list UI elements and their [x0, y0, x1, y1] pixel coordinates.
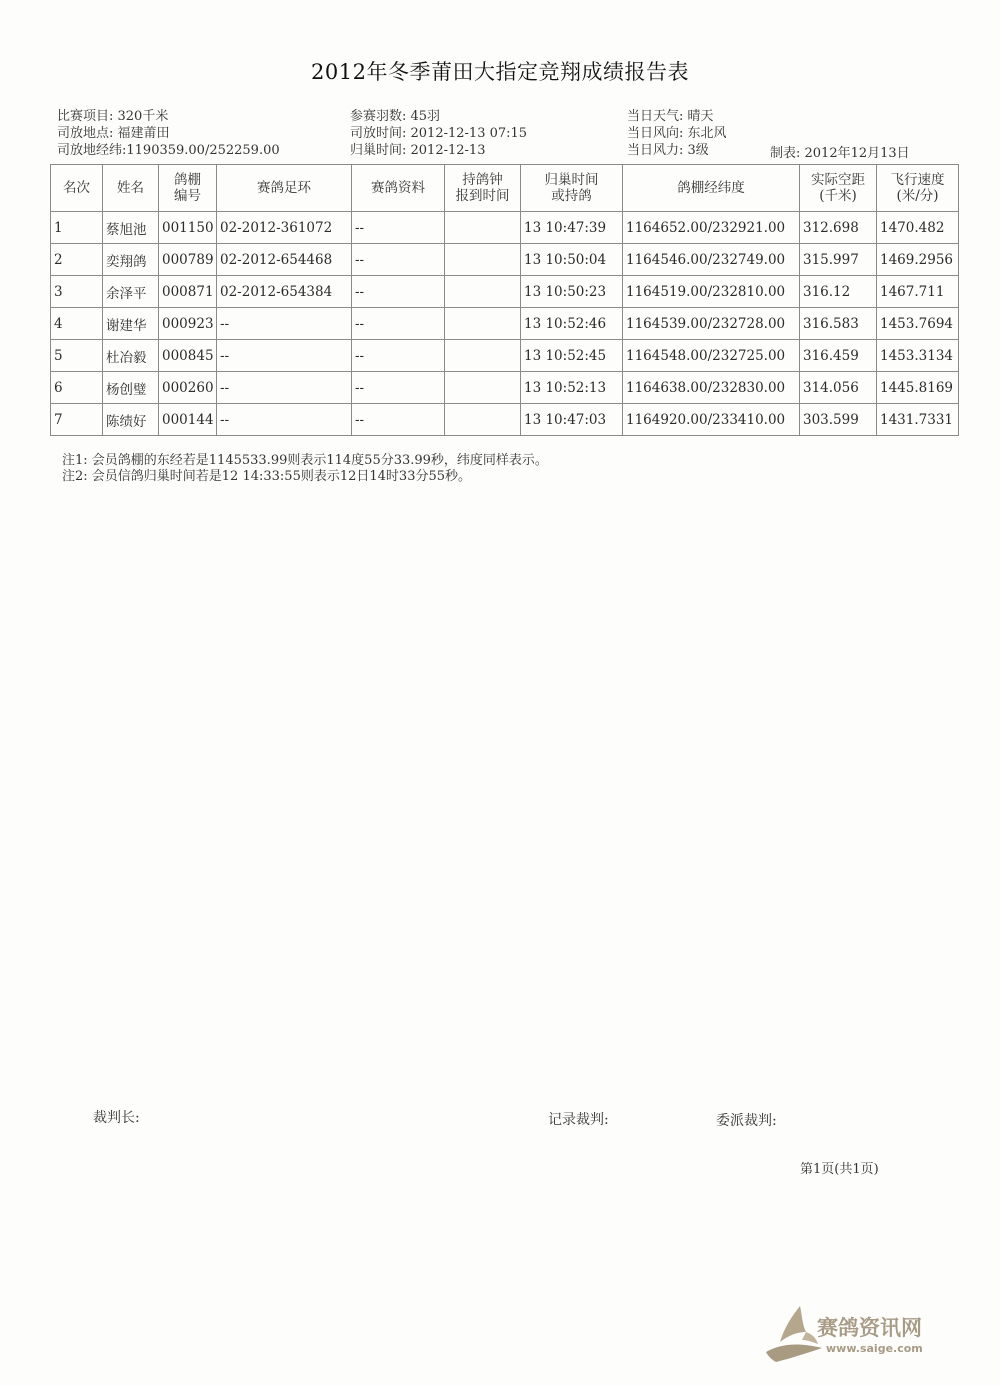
cell-loft: 000144 — [159, 404, 217, 436]
footnotes — [62, 453, 548, 485]
table-row — [51, 212, 959, 244]
cell-name: 蔡旭池 — [103, 212, 159, 244]
cell-ring: -- — [217, 308, 352, 340]
entry-count: 参赛羽数: 45羽 — [350, 109, 441, 124]
cell-distance: 312.698 — [800, 212, 877, 244]
cell-clock — [445, 276, 521, 308]
cell-rank: 4 — [51, 308, 103, 340]
cell-info: -- — [352, 372, 445, 404]
cell-ring: 02-2012-654384 — [217, 276, 352, 308]
header-coordinates: 鸽棚经纬度 — [623, 165, 800, 212]
page-number: 第1页(共1页) — [800, 1162, 879, 1177]
cell-rank: 1 — [51, 212, 103, 244]
cell-ring: 02-2012-654468 — [217, 244, 352, 276]
release-place: 司放地点: 福建莆田 — [57, 126, 170, 141]
cell-return: 13 10:50:23 — [521, 276, 623, 308]
cell-clock — [445, 244, 521, 276]
cell-distance: 315.997 — [800, 244, 877, 276]
cell-info: -- — [352, 404, 445, 436]
header-clock: 持鸽钟 报到时间 — [445, 165, 521, 212]
header-row — [51, 165, 959, 212]
meta-column-right — [627, 108, 727, 159]
cell-rank: 3 — [51, 276, 103, 308]
header-return-time: 归巢时间 或持鸽 — [521, 165, 623, 212]
cell-speed: 1453.7694 — [877, 308, 959, 340]
cell-info: -- — [352, 340, 445, 372]
table-row — [51, 308, 959, 340]
header-name: 姓名 — [103, 165, 159, 212]
cell-rank: 7 — [51, 404, 103, 436]
header-distance: 实际空距 (千米) — [800, 165, 877, 212]
weather: 当日天气: 晴天 — [627, 109, 714, 124]
wind-direction: 当日风向: 东北风 — [627, 126, 727, 141]
cell-clock — [445, 404, 521, 436]
cell-name: 陈绩好 — [103, 404, 159, 436]
cell-loft: 000260 — [159, 372, 217, 404]
header-info: 赛鸽资料 — [352, 165, 445, 212]
cell-clock — [445, 308, 521, 340]
cell-distance: 316.459 — [800, 340, 877, 372]
meta-column-middle — [350, 108, 527, 159]
cell-coordinates: 1164638.00/232830.00 — [623, 372, 800, 404]
cell-info: -- — [352, 244, 445, 276]
release-coordinates: 司放地经纬:1190359.00/252259.00 — [57, 143, 280, 158]
cell-return: 13 10:52:46 — [521, 308, 623, 340]
wind-force: 当日风力: 3级 — [627, 143, 709, 158]
meta-column-left — [57, 108, 280, 159]
report-title: 2012年冬季莆田大指定竞翔成绩报告表 — [311, 60, 689, 84]
cell-loft: 000871 — [159, 276, 217, 308]
header-speed: 飞行速度 (米/分) — [877, 165, 959, 212]
cell-return: 13 10:52:13 — [521, 372, 623, 404]
delegate-judge-signature: 委派裁判: — [716, 1113, 777, 1129]
cell-speed: 1445.8169 — [877, 372, 959, 404]
cell-return: 13 10:47:39 — [521, 212, 623, 244]
cell-rank: 6 — [51, 372, 103, 404]
note-2: 注2: 会员信鸽归巢时间若是12 14:33:55则表示12日14时33分55秒。 — [62, 469, 472, 484]
cell-info: -- — [352, 212, 445, 244]
cell-coordinates: 1164652.00/232921.00 — [623, 212, 800, 244]
cell-rank: 2 — [51, 244, 103, 276]
cell-loft: 000789 — [159, 244, 217, 276]
header-rank: 名次 — [51, 165, 103, 212]
cell-ring: 02-2012-361072 — [217, 212, 352, 244]
cell-ring: -- — [217, 340, 352, 372]
recorder-judge-signature: 记录裁判: — [548, 1112, 609, 1128]
cell-name: 奕翔鸽 — [103, 244, 159, 276]
cell-loft: 000845 — [159, 340, 217, 372]
cell-coordinates: 1164548.00/232725.00 — [623, 340, 800, 372]
cell-return: 13 10:47:03 — [521, 404, 623, 436]
cell-loft: 000923 — [159, 308, 217, 340]
table-row — [51, 244, 959, 276]
table-row — [51, 276, 959, 308]
cell-speed: 1453.3134 — [877, 340, 959, 372]
cell-distance: 303.599 — [800, 404, 877, 436]
event-distance: 比赛项目: 320千米 — [57, 109, 169, 124]
cell-return: 13 10:50:04 — [521, 244, 623, 276]
cell-rank: 5 — [51, 340, 103, 372]
cell-coordinates: 1164546.00/232749.00 — [623, 244, 800, 276]
cell-coordinates: 1164519.00/232810.00 — [623, 276, 800, 308]
cell-info: -- — [352, 276, 445, 308]
cell-clock — [445, 372, 521, 404]
cell-speed: 1431.7331 — [877, 404, 959, 436]
release-time: 司放时间: 2012-12-13 07:15 — [350, 126, 528, 141]
cell-name: 杜冶毅 — [103, 340, 159, 372]
cell-coordinates: 1164920.00/233410.00 — [623, 404, 800, 436]
cell-name: 谢建华 — [103, 308, 159, 340]
cell-coordinates: 1164539.00/232728.00 — [623, 308, 800, 340]
note-1: 注1: 会员鸽棚的东经若是1145533.99则表示114度55分33.99秒，纬度同样表示。 — [62, 453, 548, 468]
cell-distance: 316.583 — [800, 308, 877, 340]
results-table — [50, 164, 959, 436]
cell-speed: 1467.711 — [877, 276, 959, 308]
cell-name: 余泽平 — [103, 276, 159, 308]
table-row — [51, 372, 959, 404]
header-loft-no: 鸽棚 编号 — [159, 165, 217, 212]
cell-name: 杨创璧 — [103, 372, 159, 404]
cell-ring: -- — [217, 404, 352, 436]
cell-speed: 1469.2956 — [877, 244, 959, 276]
made-date: 制表: 2012年12月13日 — [770, 146, 910, 161]
cell-return: 13 10:52:45 — [521, 340, 623, 372]
cell-clock — [445, 212, 521, 244]
watermark-url: www.saige.com — [826, 1342, 923, 1355]
cell-clock — [445, 340, 521, 372]
cell-distance: 314.056 — [800, 372, 877, 404]
cell-distance: 316.12 — [800, 276, 877, 308]
cell-info: -- — [352, 308, 445, 340]
table-row — [51, 340, 959, 372]
header-ring: 赛鸽足环 — [217, 165, 352, 212]
table-row — [51, 404, 959, 436]
watermark-logo — [762, 1302, 962, 1368]
chief-judge-signature: 裁判长: — [93, 1110, 140, 1126]
cell-loft: 001150 — [159, 212, 217, 244]
watermark-text: 赛鸽资讯网 — [817, 1316, 922, 1340]
cell-ring: -- — [217, 372, 352, 404]
return-date: 归巢时间: 2012-12-13 — [350, 143, 486, 158]
cell-speed: 1470.482 — [877, 212, 959, 244]
